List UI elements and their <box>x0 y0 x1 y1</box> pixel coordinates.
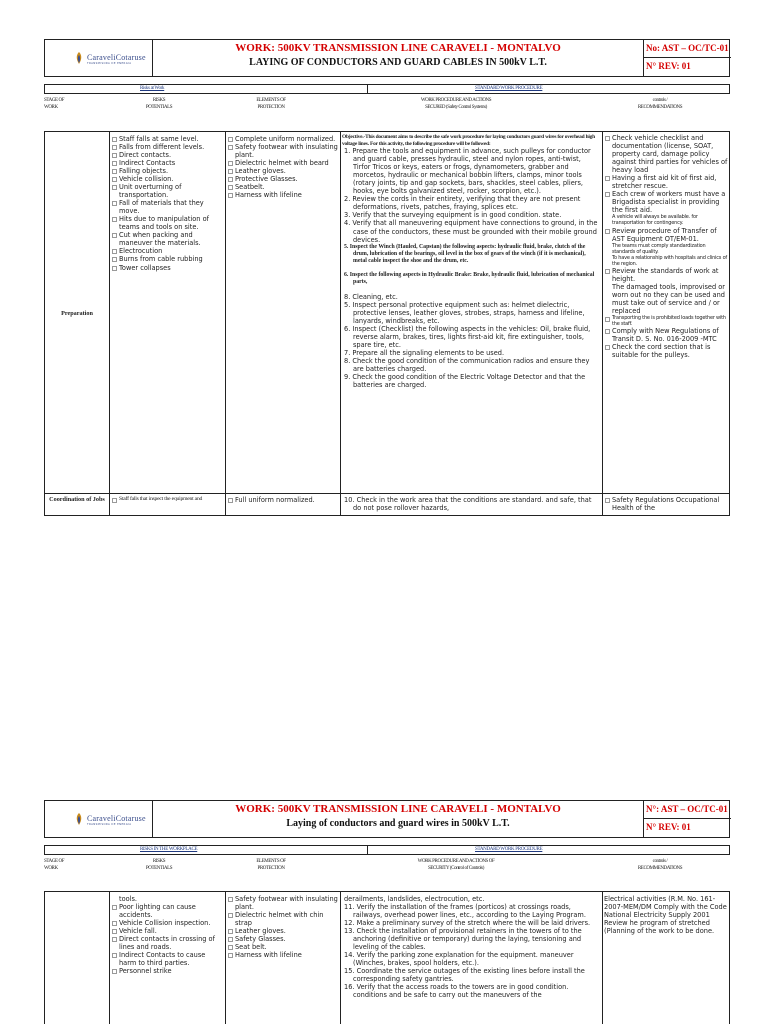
procedure-step: 16. Verify that the access roads to the towers are in good condition. conditions and be safe to carry out the maneuvers of the <box>344 983 569 1000</box>
recommendation-item: Review procedure of Transfer of AST Equipment OT/EM-01. <box>604 227 729 243</box>
document-title <box>153 40 644 76</box>
recommendation-item: Having a first aid kit of first aid, stretcher rescue. <box>604 174 729 190</box>
document-code <box>644 40 731 76</box>
ppe-list-page2 <box>227 895 339 959</box>
stage-coordination: Coordination of Jobs <box>49 496 105 503</box>
code-revision: N° REV: 01 <box>646 61 691 71</box>
recommendation-item: Check the cord section that is suitable for the pulleys. <box>604 343 729 359</box>
risk-item: Personnel strike <box>111 967 223 975</box>
ppe-item: Harness with lifeline <box>227 191 339 199</box>
logo-subtitle: TRANSMISORA DE ENERGIA <box>87 823 132 826</box>
ppe-item: Protective Glasses. <box>227 175 339 183</box>
logo-subtitle: TRANSMISORA DE ENERGIA <box>87 62 132 65</box>
procedure-step: 5. Inspect the Winch (Hauled, Capstan) the following aspects: hydraulic fluid, brake, clutch of the drum, lubrication of the bearings, oil level in the box of gears of the winch (if it is mechanical), metal cable inspect the shoe and the drum, etc. <box>344 243 586 264</box>
recommendation-item: The damaged tools, improvised or worn out no they can be used and must take out of service and / or replaced <box>612 283 725 316</box>
ppe-item: Seatbelt. <box>227 183 339 191</box>
col-stage: STAGE OF WORK <box>44 98 65 110</box>
logo-flame-icon <box>75 52 83 64</box>
col-procedure: WORK PROCEDURE AND ACTIONS SECURED (Safety Control Systems) <box>420 98 492 110</box>
section-risks: RISKS IN THE WORKPLACE <box>140 847 198 852</box>
col-ppe: ELEMENTS OF PROTECTION <box>256 859 286 871</box>
company-logo <box>45 40 153 76</box>
recommendation-item: Each crew of workers must have a Brigadista specialist in providing the first aid. <box>604 190 729 214</box>
procedure-step: 13. Check the installation of provisional retainers in the towers of to the anchoring (definitive or temporary) during the laying, tensioning and leveling of the cables. <box>344 927 582 952</box>
objective-text: Objective.-This document aims to describe the safe work procedure for laying conductors guard wires for overhead high voltage lines. For this activity, the following procedure will be followed: <box>342 134 595 147</box>
procedure-step: 14. Verify the parking zone explanation for the equipment. maneuver (Winches, brakes, spool holders, etc.). <box>344 951 574 968</box>
risk-item: Direct contacts. <box>111 151 223 159</box>
company-logo-page2 <box>45 801 153 837</box>
procedure-step: 7. Prepare all the signaling elements to be used. <box>344 349 505 358</box>
procedure-step: 9. Check the good condition of the Electric Voltage Detector and that the batteries are charged. <box>344 373 586 390</box>
risk-item: Vehicle Collision inspection. <box>111 919 223 927</box>
risk-item: Tower collapses <box>111 264 223 272</box>
procedure-step: 5. Inspect personal protective equipment such as: helmet dielectric, protective lenses, leather gloves, strobes, straps, harness and lifeline, lanyards, windbreaks, etc. <box>344 300 585 325</box>
recommendation-item: Check vehicle checklist and documentation (license, SOAT, property card, damage policy against third parties for vehicles of heavy load <box>604 134 729 174</box>
logo-name: CaraveliCotaruse <box>87 814 146 823</box>
page1-header <box>44 39 730 77</box>
risk-item: Falls from different levels. <box>111 143 223 151</box>
col-ppe: ELEMENTS OF PROTECTION <box>256 98 286 110</box>
work-title: WORK: 500KV TRANSMISSION LINE CARAVELI - MONTALVO <box>235 803 561 815</box>
page2-header <box>44 800 730 838</box>
code-revision: N° REV: 01 <box>646 822 691 832</box>
risk-item: Fall of materials that they move. <box>111 199 223 215</box>
coordination-step: 10. Check in the work area that the conditions are standard. and safe, that do not pose rollover hazards, <box>344 496 592 513</box>
coordination-risk: Staff falls that inspect the equipment and <box>111 496 223 503</box>
recommendation-item: A vehicle will always be available. for transportation for contingency. <box>612 214 698 227</box>
risk-item: Vehicle collision. <box>111 175 223 183</box>
procedure-step: 1. Prepare the tools and equipment in advance, such pulleys for conductor and guard cable, presses hydraulic, steel and nylon ropes, anti-twist, Tirfor Tricos or keys, eaters or frogs, dynamometers, grabber and morcetos, hydraulic or mechanical bobbin lifters, clamps, minor tools (rotary joints, tip and gap sockets, bars, shackles, steel cables, pliers, hooks, eye bolts galvanized steel, rocker, scorpion, etc.). <box>344 147 591 196</box>
recommendation-item: Review the standards of work at height. <box>604 267 729 283</box>
risk-item: Direct contacts in crossing of lines and roads. <box>111 935 223 951</box>
document-title-page2 <box>153 801 644 837</box>
ppe-item: Safety footwear with insulating plant. <box>227 895 339 911</box>
recommendations-page2: Electrical activities (R.M. No. 161-2007-MEM/DM Comply with the Code National Electricity Supply 2001 Review he program of stretched (Planning of the work to be done. <box>604 895 727 936</box>
recommendation-item: To have a relationship with hospitals and clinics of the region. <box>612 254 727 267</box>
procedure-step: 8. Check the good condition of the communication radios and ensure they are batteries charged. <box>344 357 590 374</box>
ppe-item: Dielectric helmet with beard <box>227 159 339 167</box>
risk-item: Electrocution <box>111 247 223 255</box>
procedure-step: 8. Cleaning, etc. <box>344 292 398 301</box>
risk-item: Vehicle fall. <box>111 927 223 935</box>
ppe-item: Safety Glasses. <box>227 935 339 943</box>
code-number: No: AST – OC/TC-01 <box>644 40 731 58</box>
section-procedure: STANDARD WORK PROCEDURE <box>475 847 543 852</box>
section-procedure: STANDARD WORK PROCEDURE <box>475 86 543 91</box>
recommendation-item: Transporting the is prohibited loads together with the staff. <box>604 315 729 327</box>
risks-list <box>111 135 223 272</box>
recommendation-item: Comply with New Regulations of Transit D. S. No. 016-2009 -MTC <box>604 327 729 343</box>
procedure-step: 6. Inspect the following aspects in Hydraulic Brake: Brake, hydraulic fluid, lubrication of mechanical parts, <box>344 271 595 285</box>
col-risks: RISKS POTENTIALS <box>145 98 173 110</box>
risk-item: Burns from cable rubbing <box>111 255 223 263</box>
ppe-item: Complete uniform normalized. <box>227 135 339 143</box>
risk-item: tools. <box>119 895 138 903</box>
procedure-step: 11. Verify the installation of the frames (porticos) at crossings roads, railways, overhead power lines, etc., according to the Laying Program. <box>344 903 586 920</box>
code-number: N°: AST – OC/TC-01 <box>644 801 731 819</box>
col-stage: STAGE OF WORK <box>44 859 65 871</box>
coordination-recommendation: Safety Regulations Occupational Health of the <box>604 496 729 512</box>
ppe-item: Dielectric helmet with chin strap <box>227 911 339 927</box>
procedure-step: 15. Coordinate the service outages of the existing lines before install the corresponding safety gantries. <box>344 967 585 984</box>
procedure-step: 3. Verify that the surveying equipment is in good condition. state. <box>344 211 562 220</box>
risk-item: Unit overturning of transportation. <box>111 183 223 199</box>
risk-item: Cut when packing and maneuver the materials. <box>111 231 223 247</box>
col-recommendations: controls / RECOMMENDATIONS <box>637 98 683 110</box>
procedure-step: 4. Verify that all maneuvering equipment have connections to ground, in the case of the conductors, these must be grounded with their mobile ground devices. <box>344 219 598 244</box>
risk-item: Staff falls at same level. <box>111 135 223 143</box>
procedure-step: 6. Inspect (Checklist) the following aspects in the vehicles: Oil, brake fluid, reverse alarm, brakes, tires, lights first-aid kit, fire extinguisher, tools, spare tire, etc. <box>344 325 591 350</box>
procedure-step: derailments, landslides, electrocution, etc. <box>344 895 485 903</box>
procedure-step: 12. Make a preliminary survey of the stretch where the will be laid drivers. <box>344 919 591 928</box>
ppe-item: Leather gloves. <box>227 167 339 175</box>
procedure-step: 2. Review the cords in their entirety, verifying that they are not present deformations, rivets, patches, fraying, splices etc. <box>344 195 581 212</box>
ppe-item: Harness with lifeline <box>227 951 339 959</box>
procedure-steps-page2 <box>342 895 600 999</box>
section-risks: Risks at Work <box>140 86 165 91</box>
risk-item: Poor lighting can cause accidents. <box>111 903 223 919</box>
logo-name: CaraveliCotaruse <box>87 53 146 62</box>
logo-flame-icon <box>75 813 83 825</box>
coordination-ppe: Full uniform normalized. <box>227 496 339 504</box>
risks-list-page2 <box>111 895 223 975</box>
procedure-steps <box>342 134 600 389</box>
recommendations-list <box>604 134 729 359</box>
ppe-item: Leather gloves. <box>227 927 339 935</box>
work-title: WORK: 500KV TRANSMISSION LINE CARAVELI - MONTALVO <box>235 42 561 54</box>
procedure-table-page2 <box>44 891 730 1024</box>
risk-item: Indirect Contacts <box>111 159 223 167</box>
column-headers <box>44 96 730 118</box>
procedure-title: LAYING OF CONDUCTORS AND GUARD CABLES IN 500kV L.T. <box>249 57 547 69</box>
procedure-table-page1 <box>44 131 730 516</box>
ppe-item: Seat belt. <box>227 943 339 951</box>
recommendation-item: The teams must comply standardization standards of quality. <box>612 242 706 255</box>
col-risks: RISKS POTENTIALS <box>145 859 173 871</box>
col-procedure: WORK PROCEDURE AND ACTIONS OF SECURITY (Control of Controls) <box>417 859 495 871</box>
ppe-item: Safety footwear with insulating plant. <box>227 143 339 159</box>
section-bar-page2 <box>44 845 730 855</box>
section-bar <box>44 84 730 94</box>
ppe-list <box>227 135 339 199</box>
procedure-title: Laying of conductors and guard wires in 500kV L.T. <box>286 818 510 830</box>
document-code-page2 <box>644 801 731 837</box>
column-headers-page2 <box>44 857 730 879</box>
risk-item: Hits due to manipulation of teams and tools on site. <box>111 215 223 231</box>
col-recommendations: controls / RECOMMENDATIONS <box>637 859 683 871</box>
stage-preparation: Preparation <box>61 310 93 317</box>
risk-item: Indirect Contacts to cause harm to third parties. <box>111 951 223 967</box>
risk-item: Falling objects. <box>111 167 223 175</box>
